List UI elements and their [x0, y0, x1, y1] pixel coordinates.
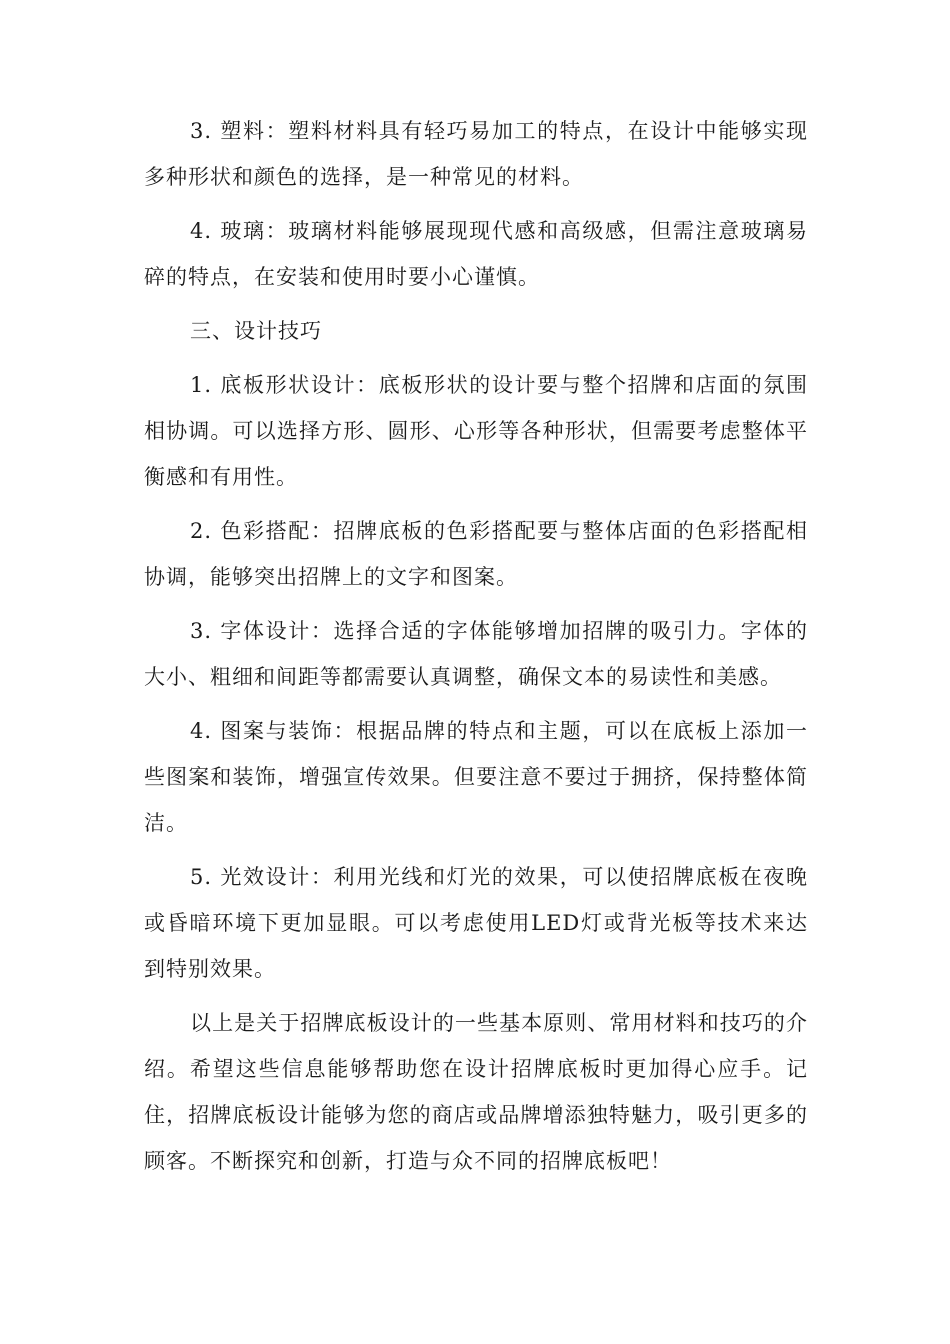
section-heading-design-tips: 三、设计技巧 [190, 319, 322, 343]
paragraph-font-design: 3. 字体设计：选择合适的字体能够增加招牌的吸引力。字体的大小、粗细和间距等都需要认真调整，确保文本的易读性和美感。 [144, 619, 808, 689]
paragraph-board-shape-design: 1. 底板形状设计：底板形状的设计要与整个招牌和店面的氛围相协调。可以选择方形、圆形、心形等各种形状，但需要考虑整体平衡感和有用性。 [144, 373, 808, 489]
paragraph-light-effect-design: 5. 光效设计：利用光线和灯光的效果，可以使招牌底板在夜晚或昏暗环境下更加显眼。可以考虑使用LED灯或背光板等技术来达到特别效果。 [144, 865, 808, 981]
paragraph-plastic-material: 3. 塑料：塑料材料具有轻巧易加工的特点，在设计中能够实现多种形状和颜色的选择，是一种常见的材料。 [144, 119, 808, 189]
document-body [144, 108, 808, 1192]
paragraph-conclusion: 以上是关于招牌底板设计的一些基本原则、常用材料和技巧的介绍。希望这些信息能够帮助您在设计招牌底板时更加得心应手。记住，招牌底板设计能够为您的商店或品牌增添独特魅力，吸引更多的顾客。不断探究和创新，打造与众不同的招牌底板吧！ [144, 1011, 808, 1173]
paragraph-pattern-decoration: 4. 图案与装饰：根据品牌的特点和主题，可以在底板上添加一些图案和装饰，增强宣传效果。但要注意不要过于拥挤，保持整体简洁。 [144, 719, 808, 835]
paragraph-color-matching: 2. 色彩搭配：招牌底板的色彩搭配要与整体店面的色彩搭配相协调，能够突出招牌上的文字和图案。 [144, 519, 808, 589]
paragraph-glass-material: 4. 玻璃：玻璃材料能够展现现代感和高级感，但需注意玻璃易碎的特点，在安装和使用时要小心谨慎。 [144, 219, 808, 289]
